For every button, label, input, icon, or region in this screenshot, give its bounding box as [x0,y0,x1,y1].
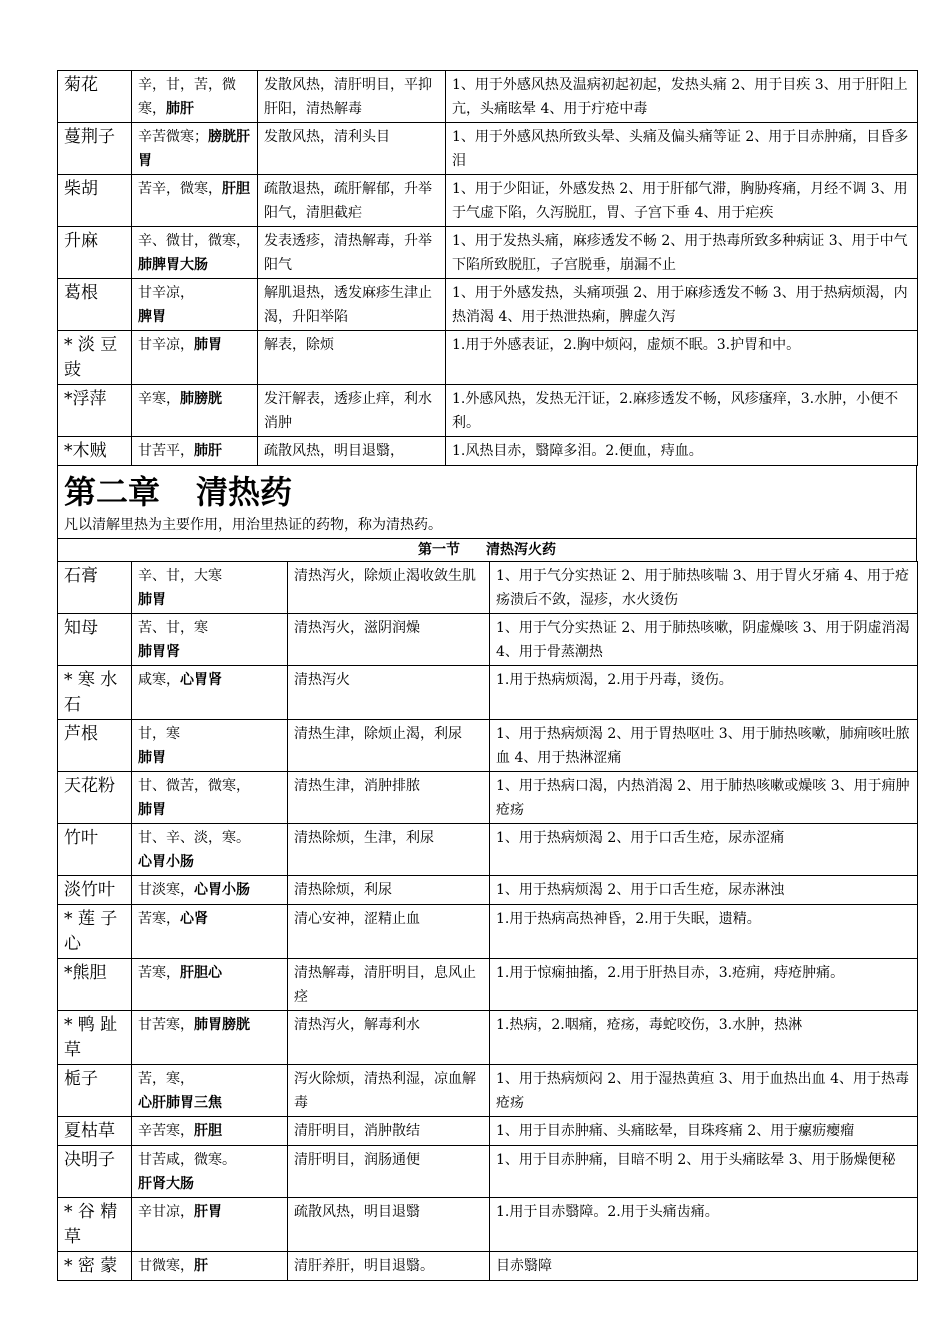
herb-row [58,1252,918,1281]
herb-nature-meridian [132,1065,288,1117]
herb-name: 葛根 [58,279,132,331]
herb-name: 天花粉 [58,772,132,824]
herb-meridian: 肺脾胃大肠 [138,257,208,273]
herb-nature: 甘辛凉， [138,285,194,301]
herb-usage: 1.热病，2.咽痛，疮疡，毒蛇咬伤，3.水肿，热淋 [490,1011,918,1065]
herb-usage: 1、用于热病烦闷 2、用于湿热黄疸 3、用于血热出血 4、用于热毒疮疡 [490,1065,918,1117]
herb-meridian: 肺胃 [138,592,166,608]
herb-meridian: 肺胃肾 [138,644,180,660]
herb-row [58,279,918,331]
herb-nature-meridian [132,331,258,385]
herb-name: 升麻 [58,227,132,279]
herb-table-2 [57,561,918,1281]
herb-nature: 苦，寒， [138,1071,194,1087]
herb-usage: 1.外感风热，发热无汗证，2.麻疹透发不畅，风疹瘙痒，3.水肿，小便不利。 [446,385,918,437]
herb-usage: 1.风热目赤，翳障多泪。2.便血，痔血。 [446,437,918,466]
herb-meridian: 肝肾大肠 [138,1176,194,1192]
herb-nature: 辛苦寒， [138,1123,194,1139]
herb-name: 知母 [58,614,132,666]
herb-usage: 1、用于外感风热所致头晕、头痛及偏头痛等证 2、用于目赤肿痛，目昏多泪 [446,123,918,175]
herb-nature-meridian [132,1011,288,1065]
herb-usage: 1.用于外感表证，2.胸中烦闷，虚烦不眠。3.护胃和中。 [446,331,918,385]
herb-effect: 清肝明目，润肠通便 [288,1146,490,1198]
herb-usage: 目赤翳障 [490,1252,918,1281]
herb-usage: 1、用于热病烦渴 2、用于胃热呕吐 3、用于肺热咳嗽，肺痈咳吐脓血 4、用于热淋涩痛 [490,720,918,772]
herb-meridian: 肺膀胱 [180,391,222,407]
herb-nature-meridian [132,1146,288,1198]
herb-meridian: 心胃小肠 [194,882,250,898]
herb-nature-meridian [132,175,258,227]
herb-effect: 疏散退热，疏肝解郁，升举阳气，清胆截疟 [258,175,446,227]
herb-meridian: 心肝肺胃三焦 [138,1095,222,1111]
herb-row [58,905,918,959]
herb-usage: 1、用于目赤肿痛、头痛眩晕，目珠疼痛 2、用于瘰疬瘿瘤 [490,1117,918,1146]
herb-name: * 谷 精 草 [58,1198,132,1252]
herb-row [58,876,918,905]
herb-meridian: 脾胃 [138,309,166,325]
herb-nature: 辛，甘，苦，微寒， [138,77,236,117]
herb-usage: 1、用于外感发热，头痛项强 2、用于麻疹透发不畅 3、用于热病烦渴，内热消渴 4、用于热泄热痢，脾虚久泻 [446,279,918,331]
chapter-title [64,470,910,514]
herb-usage: 1、用于气分实热证 2、用于肺热咳嗽，阴虚燥咳 3、用于阴虚消渴 4、用于骨蒸潮热 [490,614,918,666]
herb-row [58,331,918,385]
herb-usage: 1.用于热病高热神昏，2.用于失眠，遗精。 [490,905,918,959]
herb-nature-meridian [132,437,258,466]
herb-row [58,614,918,666]
herb-nature: 甘苦寒， [138,1017,194,1033]
section-header [57,538,917,561]
herb-row [58,1198,918,1252]
herb-nature-meridian [132,385,258,437]
herb-nature-meridian [132,772,288,824]
herb-name: 淡竹叶 [58,876,132,905]
herb-effect: 清热除烦，利尿 [288,876,490,905]
herb-effect: 发散风热，清肝明目，平抑肝阳，清热解毒 [258,71,446,123]
herb-row [58,1117,918,1146]
herb-nature: 甘，寒 [138,726,180,742]
herb-nature-meridian [132,71,258,123]
herb-nature: 辛苦微寒； [138,129,208,145]
herb-row [58,175,918,227]
herb-nature: 苦寒， [138,965,180,981]
section-number: 第一节 [418,542,460,558]
herb-nature: 甘、微苦，微寒， [138,778,250,794]
herb-row [58,1065,918,1117]
herb-table-1 [57,70,918,466]
chapter-intro: 凡以清解里热为主要作用，用治里热证的药物，称为清热药。 [64,517,442,533]
herb-nature-meridian [132,1252,288,1281]
herb-usage: 1、用于少阳证，外感发热 2、用于肝郁气滞，胸胁疼痛，月经不调 3、用于气虚下陷，久泻脱肛，胃、子宫下垂 4、用于疟疾 [446,175,918,227]
herb-nature-meridian [132,227,258,279]
herb-meridian: 肺胃 [138,802,166,818]
herb-nature-meridian [132,876,288,905]
herb-usage: 1、用于热病烦渴 2、用于口舌生疮，尿赤淋浊 [490,876,918,905]
herb-usage: 1、用于热病烦渴 2、用于口舌生疮，尿赤涩痛 [490,824,918,876]
herb-usage: 1、用于气分实热证 2、用于肺热咳喘 3、用于胃火牙痛 4、用于疮疡溃后不敛，湿疹，水火烫伤 [490,562,918,614]
herb-meridian: 肺肝 [166,101,194,117]
herb-usage: 1、用于发热头痛，麻疹透发不畅 2、用于热毒所致多种病证 3、用于中气下陷所致脱肛，子宫脱垂，崩漏不止 [446,227,918,279]
herb-effect: 清热泻火 [288,666,490,720]
herb-meridian: 肝胆 [222,181,250,197]
section-title: 清热泻火药 [486,542,556,558]
herb-row [58,1146,918,1198]
herb-nature-meridian [132,614,288,666]
herb-row [58,562,918,614]
herb-name: 栀子 [58,1065,132,1117]
herb-effect: 解表，除烦 [258,331,446,385]
herb-effect: 泻火除烦，清热利湿，凉血解毒 [288,1065,490,1117]
herb-effect: 清热泻火，解毒利水 [288,1011,490,1065]
herb-name: 菊花 [58,71,132,123]
herb-name: 石膏 [58,562,132,614]
herb-row [58,1011,918,1065]
herb-row [58,437,918,466]
herb-name: *木贼 [58,437,132,466]
herb-meridian: 心胃小肠 [138,854,194,870]
herb-row [58,824,918,876]
herb-name: 竹叶 [58,824,132,876]
herb-usage: 1.用于惊痫抽搐，2.用于肝热目赤，3.疮痈，痔疮肿痛。 [490,959,918,1011]
herb-meridian: 肝胆心 [180,965,222,981]
herb-nature: 辛甘凉， [138,1204,194,1220]
herb-effect: 发表透疹，清热解毒，升举阳气 [258,227,446,279]
herb-effect: 清热泻火，滋阴润燥 [288,614,490,666]
herb-name: 芦根 [58,720,132,772]
herb-nature-meridian [132,279,258,331]
herb-nature: 辛、甘，大寒 [138,568,222,584]
herb-name: 柴胡 [58,175,132,227]
herb-effect: 发散风热，清利头目 [258,123,446,175]
herb-nature: 咸寒， [138,672,180,688]
chapter-name: 清热药 [196,473,293,511]
herb-effect: 清热泻火，除烦止渴收敛生肌 [288,562,490,614]
herb-usage: 1、用于目赤肿痛，目暗不明 2、用于头痛眩晕 3、用于肠燥便秘 [490,1146,918,1198]
herb-nature: 甘淡寒， [138,882,194,898]
herb-usage: 1、用于外感风热及温病初起初起，发热头痛 2、用于目疾 3、用于肝阳上亢，头痛眩晕 4、用于疔疮中毒 [446,71,918,123]
herb-name: 蔓荆子 [58,123,132,175]
herb-name: * 鸭 趾 草 [58,1011,132,1065]
herb-nature-meridian [132,666,288,720]
herb-meridian: 心肾 [180,911,208,927]
herb-row [58,959,918,1011]
herb-effect: 清肝养肝，明目退翳。 [288,1252,490,1281]
herb-meridian: 肝 [194,1258,208,1274]
herb-meridian: 肝胆 [194,1123,222,1139]
herb-row [58,772,918,824]
herb-usage: 1.用于目赤翳障。2.用于头痛齿痛。 [490,1198,918,1252]
herb-row [58,720,918,772]
herb-effect: 疏散风热，明目退翳 [288,1198,490,1252]
herb-nature: 辛、微甘，微寒， [138,233,250,249]
herb-name: 夏枯草 [58,1117,132,1146]
herb-effect: 清肝明目，消肿散结 [288,1117,490,1146]
herb-meridian: 肺胃 [138,750,166,766]
herb-name: *熊胆 [58,959,132,1011]
herb-usage: 1.用于热病烦渴，2.用于丹毒，烫伤。 [490,666,918,720]
herb-nature-meridian [132,1198,288,1252]
herb-nature: 辛寒， [138,391,180,407]
herb-name: 决明子 [58,1146,132,1198]
herb-nature: 甘、辛、淡，寒。 [138,830,250,846]
herb-name: * 寒 水 石 [58,666,132,720]
herb-meridian: 肺胃 [194,337,222,353]
chapter-header [57,466,917,538]
herb-row [58,666,918,720]
herb-nature-meridian [132,824,288,876]
herb-effect: 发汗解表，透疹止痒，利水消肿 [258,385,446,437]
herb-name: * 密 蒙 [58,1252,132,1281]
herb-effect: 清热生津，除烦止渴，利尿 [288,720,490,772]
herb-effect: 清热解毒，清肝明目，息风止痉 [288,959,490,1011]
herb-nature: 苦、甘，寒 [138,620,208,636]
herb-meridian: 肺肝 [194,443,222,459]
herb-nature: 甘辛凉， [138,337,194,353]
herb-effect: 疏散风热，明目退翳， [258,437,446,466]
herb-name: * 淡 豆 豉 [58,331,132,385]
herb-nature: 苦寒， [138,911,180,927]
herb-meridian: 膀胱肝胃 [138,129,250,169]
herb-meridian: 肝胃 [194,1204,222,1220]
herb-nature-meridian [132,562,288,614]
herb-row [58,227,918,279]
herb-meridian: 肺胃膀胱 [194,1017,250,1033]
herb-nature-meridian [132,905,288,959]
herb-effect: 清热除烦，生津，利尿 [288,824,490,876]
herb-usage: 1、用于热病口渴，内热消渴 2、用于肺热咳嗽或燥咳 3、用于痈肿疮疡 [490,772,918,824]
chapter-number: 第二章 [64,473,161,511]
herb-nature: 甘微寒， [138,1258,194,1274]
herb-meridian: 心胃肾 [180,672,222,688]
herb-nature-meridian [132,720,288,772]
herb-effect: 解肌退热，透发麻疹生津止渴，升阳举陷 [258,279,446,331]
herb-nature-meridian [132,123,258,175]
herb-name: * 莲 子 心 [58,905,132,959]
herb-nature-meridian [132,1117,288,1146]
herb-row [58,71,918,123]
herb-nature: 甘苦咸，微寒。 [138,1152,236,1168]
herb-effect: 清热生津，消肿排脓 [288,772,490,824]
herb-nature: 甘苦平， [138,443,194,459]
herb-row [58,123,918,175]
herb-row [58,385,918,437]
herb-nature: 苦辛，微寒， [138,181,222,197]
document-page [57,70,917,1281]
herb-effect: 清心安神，涩精止血 [288,905,490,959]
herb-name: *浮萍 [58,385,132,437]
herb-nature-meridian [132,959,288,1011]
